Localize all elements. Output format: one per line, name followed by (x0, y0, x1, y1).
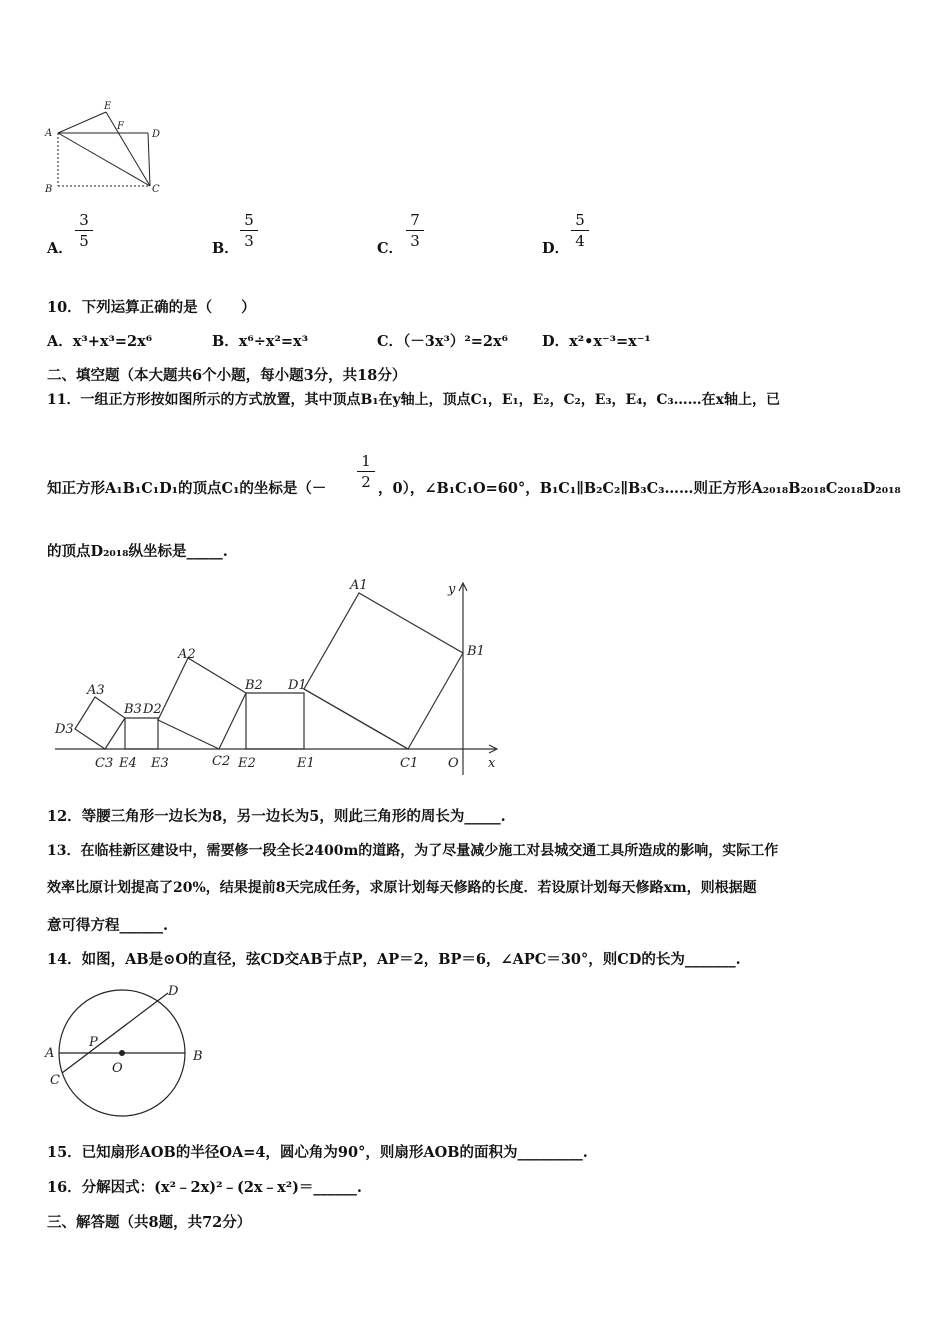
q9-option-d-frac: $\frac{5}{4}$ (571, 210, 589, 251)
q9-option-a-frac: $\frac{3}{5}$ (75, 210, 93, 251)
q13-line3: 意可得方程______. (47, 917, 169, 934)
q14-label-p: P (89, 1035, 98, 1050)
q14: 14．如图，AB是⊙O的直径，弦CD交AB于点P，AP＝2，BP＝6，∠APC＝30°，则CD的长为_______. (47, 951, 741, 968)
q11-label-d1: D1 (288, 678, 307, 693)
q9-label-b: B (45, 184, 53, 195)
q11-label-b3: B3 (124, 702, 142, 717)
q9-option-d-letter: D． (542, 240, 570, 257)
q9-option-b-letter: B． (212, 240, 239, 257)
q11-label-a3: A3 (87, 683, 105, 698)
q9-option-b-frac: $\frac{5}{3}$ (240, 210, 258, 251)
q13-line1: 13．在临桂新区建设中，需要修一段全长2400m的道路，为了尽量减少施工对县城交通工具所造成的影响，实际工作 (47, 843, 779, 859)
q11-label-c2: C2 (212, 754, 231, 769)
q11-label-b1: B1 (467, 644, 485, 659)
q12: 12．等腰三角形一边长为8，另一边长为5，则此三角形的周长为_____. (47, 808, 506, 825)
q14-figure (40, 978, 220, 1123)
q11-label-a2: A2 (178, 647, 196, 662)
q9-option-c-letter: C． (377, 240, 404, 257)
q9-label-a: A (45, 128, 53, 139)
q10-option-d: D．x²•x⁻³=x⁻¹ (542, 333, 651, 350)
q14-label-o: O (112, 1061, 123, 1076)
q10-stem: 10．下列运算正确的是（ ） (47, 299, 256, 316)
q10-option-a: A．x³+x³=2x⁶ (47, 333, 153, 350)
q11-line2a: 知正方形A₁B₁C₁D₁的顶点C₁的坐标是（－ (47, 480, 327, 497)
q11-label-c3: C3 (95, 756, 114, 771)
q10-option-c: C．（－3x³）²=2x⁶ (377, 333, 508, 350)
q11-label-c1: C1 (400, 756, 419, 771)
q11-line2b: ，0），∠B₁C₁O=60°，B₁C₁∥B₂C₂∥B₃C₃……则正方形A₂₀₁₈B₂₀₁₈C₂₀₁₈D₂₀₁₈ (378, 480, 901, 497)
q11-label-e3: E3 (151, 756, 169, 771)
section2-heading: 二、填空题（本大题共6个小题，每小题3分，共18分） (47, 367, 407, 384)
q11-label-a1: A1 (350, 578, 368, 593)
q11-label-o: O (448, 756, 459, 771)
q14-label-d: D (168, 984, 179, 999)
q11-label-x: x (488, 756, 496, 771)
q9-option-a-letter: A． (47, 240, 73, 257)
q11-label-b2: B2 (245, 678, 263, 693)
q14-label-a: A (45, 1046, 55, 1061)
q9-label-e: E (104, 101, 112, 112)
q9-label-c: C (152, 184, 160, 195)
q11-line3: 的顶点D₂₀₁₈纵坐标是_____. (47, 543, 228, 560)
q11-line1: 11．一组正方形按如图所示的方式放置，其中顶点B₁在y轴上，顶点C₁，E₁，E₂，C₂，E₃，E₄，C₃……在x轴上，已 (47, 392, 780, 408)
q11-label-e1: E1 (297, 756, 315, 771)
q9-label-d: D (152, 129, 161, 140)
q14-label-c: C (50, 1073, 60, 1088)
q11-label-e2: E2 (238, 756, 256, 771)
q11-label-d3: D3 (55, 722, 74, 737)
q16: 16．分解因式：(x²﹣2x)²﹣(2x﹣x²)＝______. (47, 1179, 362, 1196)
q14-label-b: B (193, 1049, 203, 1064)
section3-heading: 三、解答题（共8题，共72分） (47, 1214, 252, 1231)
q9-label-f: F (117, 121, 124, 132)
q10-option-b: B．x⁶÷x²=x³ (212, 333, 309, 350)
q11-label-e4: E4 (119, 756, 137, 771)
q9-figure (40, 95, 170, 200)
q11-label-y: y (448, 582, 456, 597)
q11-figure (45, 575, 505, 785)
q11-fraction: $\frac{1}{2}$ (357, 451, 375, 492)
q11-label-d2: D2 (143, 702, 162, 717)
q9-option-c-frac: $\frac{7}{3}$ (406, 210, 424, 251)
q13-line2: 效率比原计划提高了20%，结果提前8天完成任务，求原计划每天修路的长度．若设原计划每天修路xm，则根据题 (47, 880, 757, 896)
q15: 15．已知扇形AOB的半径OA=4，圆心角为90°，则扇形AOB的面积为_________. (47, 1144, 588, 1161)
